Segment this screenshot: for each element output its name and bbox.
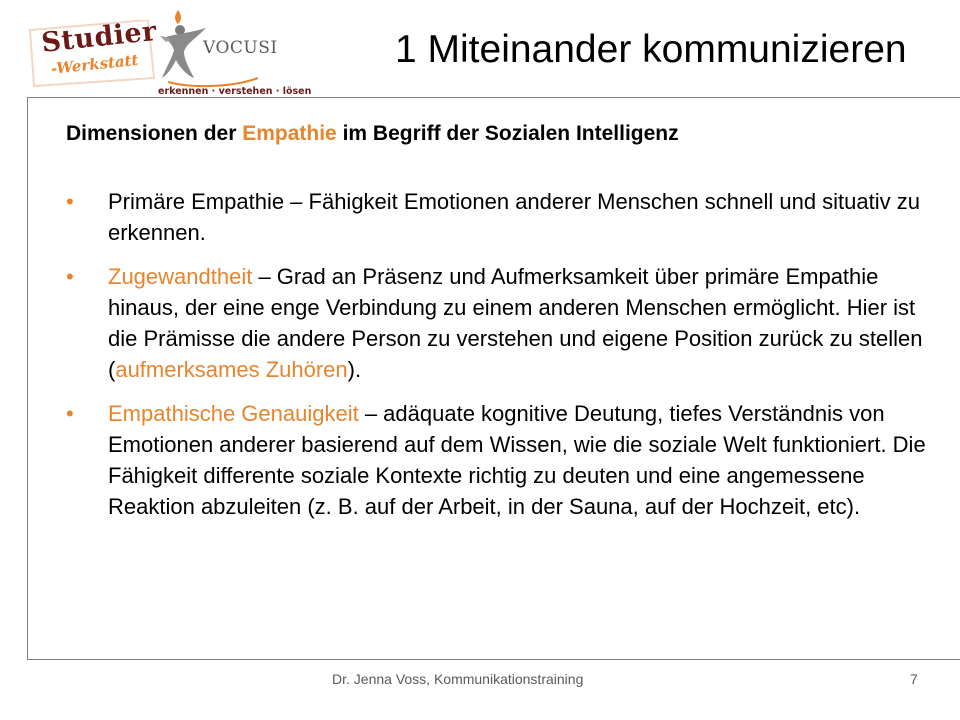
list-item xyxy=(66,186,926,248)
slide-title: 1 Miteinander kommunizieren xyxy=(395,28,907,71)
bullet-text: – adäquate kognitive Deutung, tiefes Verständnis von Emotionen anderer basierend auf dem Wissen, wie die soziale Welt funktioniert. Die Fähigkeit differente soziale Kontexte richtig zu deuten und eine angemessene Reaktion abzuleiten (z. B. auf der Arbeit, in der Sauna, auf der Hochzeit, etc). xyxy=(108,401,926,519)
list-item xyxy=(66,398,926,522)
bullet-icon: • xyxy=(66,401,74,426)
heading-prefix: Dimensionen der xyxy=(66,122,243,145)
section-heading xyxy=(66,120,806,148)
bullet-list xyxy=(66,186,926,535)
vocusi-logo-text: VOCUSI xyxy=(203,38,278,58)
list-item xyxy=(66,261,926,385)
bullet-inline-highlight: aufmerksames Zuhören xyxy=(115,357,348,382)
heading-suffix: im Begriff der Sozialen Intelligenz xyxy=(336,122,679,145)
bullet-text: Primäre Empathie – Fähigkeit Emotionen anderer Menschen schnell und situativ zu erkennen. xyxy=(108,189,920,245)
page-number: 7 xyxy=(910,671,918,687)
bullet-text-end: ). xyxy=(347,357,362,382)
footer-author: Dr. Jenna Voss, Kommunikationstraining xyxy=(332,671,584,687)
studier-logo-text: Studier xyxy=(40,15,159,59)
bullet-icon: • xyxy=(66,264,74,289)
studier-werkstatt-logo xyxy=(28,15,159,88)
werkstatt-logo-text: -Werkstatt xyxy=(50,50,140,78)
bullet-highlight: Zugewandtheit xyxy=(108,264,253,289)
vocusi-logo xyxy=(150,8,312,97)
heading-highlight: Empathie xyxy=(242,122,337,145)
bullet-highlight: Empathische Genauigkeit xyxy=(108,401,359,426)
bullet-text: – Grad an Präsenz und Aufmerksamkeit über primäre Empathie hinaus, der eine enge Verbindung zu einem anderen Menschen ermöglicht. Hier ist die Prämisse die andere Person zu verstehen und eigene Position zurück zu stellen ( xyxy=(108,264,923,382)
bullet-icon: • xyxy=(66,189,74,214)
vocusi-tagline: erkennen · verstehen · lösen xyxy=(158,86,312,97)
